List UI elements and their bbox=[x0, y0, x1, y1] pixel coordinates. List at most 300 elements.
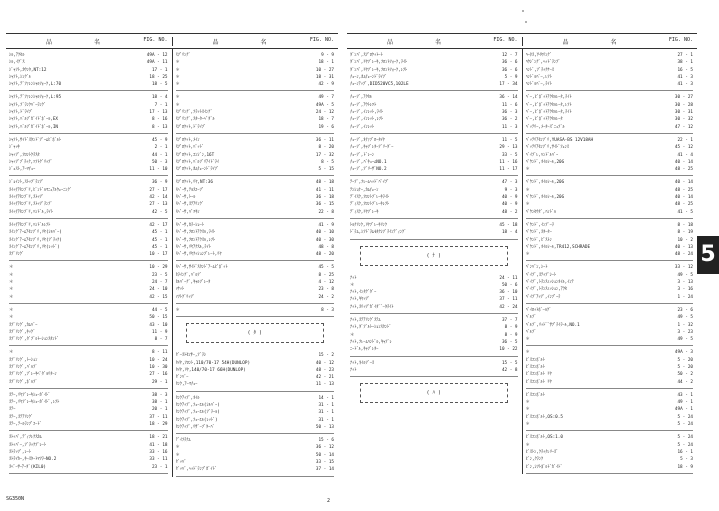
part-name: ﾊﾞｰ,ﾋﾞﾎﾞｯﾄｱｸｾﾙﾚｰﾀ,ﾗｲﾄ bbox=[525, 110, 572, 116]
parts-group bbox=[176, 49, 335, 91]
fig-number: 5 - 24 bbox=[677, 442, 693, 448]
part-name: ﾊﾟｳﾝﾄﾞ,ﾋﾟｽﾄﾝ bbox=[525, 237, 552, 243]
table-row bbox=[9, 201, 168, 208]
fig-number: 23 - 6 bbox=[677, 307, 693, 313]
part-name: ﾃﾞｲｽｸ,ﾌﾛﾝﾄﾌﾞﾚｰｷﾗｲﾄ bbox=[350, 195, 390, 201]
table-row bbox=[350, 109, 518, 116]
part-name: ＊ bbox=[9, 287, 14, 293]
table-row bbox=[9, 179, 168, 186]
table-row bbox=[526, 357, 694, 364]
part-name: ﾅｯﾄ,ﾌﾚｰﾑﾊﾝﾄﾞﾙ,ｷｬﾌﾞﾚ bbox=[350, 339, 392, 345]
parts-group bbox=[176, 434, 335, 476]
part-name: ｽｲｯﾁｱｾﾝﾌﾞﾘ,ｽﾄｯﾌﾟﾗﾝﾌﾟ bbox=[9, 202, 53, 208]
parts-group bbox=[9, 134, 168, 176]
part-name: ﾅｯﾄ,ｷﾔｯﾌﾟ bbox=[350, 297, 370, 303]
fig-number: 10 - 17 bbox=[149, 252, 168, 258]
parts-group bbox=[350, 176, 518, 218]
table-row bbox=[526, 272, 694, 279]
table-row bbox=[9, 434, 168, 441]
table-row bbox=[526, 456, 694, 463]
fig-number: 24 - 10 bbox=[149, 287, 168, 293]
table-row bbox=[176, 187, 335, 194]
table-row bbox=[526, 329, 694, 336]
fig-number: 18 - 4 bbox=[501, 230, 518, 236]
table-row bbox=[176, 124, 335, 131]
fig-number: 22 - 8 bbox=[318, 209, 334, 215]
fig-number: 14 - 1 bbox=[318, 395, 334, 401]
fig-number: 29 - 1 bbox=[151, 379, 168, 385]
fig-number: 37 - 14 bbox=[315, 467, 334, 473]
table-row bbox=[350, 59, 518, 66]
fig-number: 50 - 13 bbox=[315, 424, 334, 430]
fig-number: 10 - 30 bbox=[149, 364, 168, 370]
parts-group bbox=[9, 49, 168, 91]
table-row bbox=[9, 264, 168, 271]
parts-group bbox=[176, 176, 335, 218]
table-row bbox=[9, 209, 168, 216]
table-row bbox=[9, 379, 168, 386]
table-row bbox=[176, 279, 335, 286]
part-name: ｾﾗｲﾝｸﾞ,ﾊﾟﾙﾌﾞ bbox=[175, 272, 202, 278]
parts-group bbox=[350, 49, 518, 91]
fig-number: 49 - 5 bbox=[677, 315, 693, 321]
part-name: ｽﾃｰ,ｽﾃｱﾘﾝｸﾞ bbox=[9, 414, 34, 420]
part-name: ﾃﾞｲﾌﾗｸﾑ bbox=[175, 438, 191, 444]
table-row bbox=[9, 102, 168, 109]
fig-number: 4 - 12 bbox=[318, 280, 334, 286]
table-row bbox=[176, 194, 335, 201]
part-name: ﾋﾞｽｺﾝﾎﾞﾙﾄ ﾘﾔ bbox=[525, 379, 552, 385]
table-row bbox=[350, 339, 518, 346]
table-row bbox=[9, 406, 168, 413]
table-row bbox=[9, 222, 168, 229]
part-name: ﾊﾟｲﾌﾟ,ﾄﾗﾝｽﾐｯｼｮﾝｵｲﾙ,ｲﾝﾃ bbox=[525, 280, 574, 286]
table-row bbox=[526, 314, 694, 321]
table-row bbox=[526, 152, 694, 159]
table-row bbox=[9, 94, 168, 101]
fig-number: 18 - 7 bbox=[318, 117, 334, 123]
fig-number: 10 - 22 bbox=[499, 347, 518, 353]
fig-number: 41 - 11 bbox=[315, 187, 334, 193]
fig-number: 3 - 16 bbox=[677, 287, 693, 293]
part-name: ﾊﾟｲﾌﾟ,ｽﾃｯﾌﾟｼｰﾄ bbox=[525, 272, 557, 278]
table-row bbox=[350, 166, 518, 173]
part-name: ｽﾌﾟﾘﾝｸﾞ,ｽﾀｰﾀｰﾍﾟﾀﾞﾙ bbox=[175, 117, 215, 123]
fig-number: 40 - 14 bbox=[674, 159, 693, 165]
part-name: ﾊﾞｰ,ﾋﾞﾎﾞｯﾄｱｸｾﾙﾚｰﾀ bbox=[525, 117, 563, 123]
fig-number: 45 - 1 bbox=[151, 230, 168, 236]
fig-number: 33 - 16 bbox=[149, 449, 168, 455]
table-row bbox=[350, 124, 518, 131]
fig-number: 8 - 11 bbox=[151, 350, 168, 356]
fig-number: 44 - 5 bbox=[151, 307, 168, 313]
fig-number: 23 - 1 bbox=[151, 464, 168, 470]
parts-group bbox=[176, 304, 335, 317]
table-row bbox=[350, 222, 518, 229]
part-name: ﾄﾙｸﾘﾝｸ,ﾘﾔﾌﾞﾚｰｷﾘﾝｸ bbox=[350, 222, 387, 228]
fig-number: 9 - 3 bbox=[504, 187, 518, 193]
part-name: ｼｬﾌﾄ,ﾄﾞﾗｲﾌﾞ bbox=[9, 110, 34, 116]
part-name: ＊ bbox=[175, 452, 180, 458]
fig-number: 11 - 9 bbox=[151, 329, 168, 335]
fig-number: 15 - 6 bbox=[318, 438, 334, 444]
table-row bbox=[176, 444, 335, 451]
fig-number: 30 - 32 bbox=[674, 117, 693, 123]
part-name: ﾀﾝｸｱｯﾌﾟ,ﾌｭｰｴﾙ(ﾌﾞﾗｰﾙ) bbox=[175, 410, 220, 416]
name-header: 品 名 bbox=[212, 38, 285, 46]
fig-number: 33 - 11 bbox=[149, 457, 168, 463]
part-name: ｽﾌﾟﾘﾝｸﾞ,ｶﾑﾊﾞｰ bbox=[9, 322, 38, 328]
part-name: ﾀﾝｸｱｯﾌﾟ,ﾌｭｰｴﾙ(ﾚｯﾄﾞ) bbox=[175, 417, 218, 423]
part-name: ﾀﾝｸ,ｱｰﾏﾁｭｰ bbox=[175, 382, 198, 388]
fig-number: 36 - 3 bbox=[501, 110, 518, 116]
table-row bbox=[176, 251, 335, 258]
name-header: 品 名 bbox=[46, 38, 119, 46]
fig-number: 8 - 9 bbox=[504, 332, 518, 338]
fig-number: 24 - 2 bbox=[318, 294, 334, 300]
table-row bbox=[176, 94, 335, 101]
fig-number: 8 - 25 bbox=[318, 272, 334, 278]
table-row bbox=[526, 379, 694, 386]
table-row bbox=[350, 144, 518, 151]
fig-number: 8 - 13 bbox=[151, 124, 168, 130]
part-name: ＊ bbox=[9, 307, 14, 313]
table-row bbox=[9, 81, 168, 88]
fig-number: 18 - 9 bbox=[677, 464, 693, 470]
parts-group bbox=[176, 261, 335, 303]
table-row bbox=[350, 324, 518, 331]
table-row bbox=[350, 94, 518, 101]
parts-group bbox=[526, 91, 694, 133]
part-name: ＊ bbox=[175, 74, 180, 80]
fig-number: 17 - 1 bbox=[151, 67, 168, 73]
table-row bbox=[526, 102, 694, 109]
table-row bbox=[176, 67, 335, 74]
fig-number: 18 - 21 bbox=[149, 435, 168, 441]
fig-number: 2 - 1 bbox=[154, 145, 168, 151]
table-row bbox=[526, 399, 694, 406]
part-name: ｽﾌﾟﾛｹｯﾄ,ﾄﾞﾗｲﾌﾞ bbox=[175, 124, 207, 130]
table-row bbox=[176, 244, 335, 251]
table-row bbox=[176, 294, 335, 301]
table-row bbox=[9, 349, 168, 356]
table-row bbox=[526, 166, 694, 173]
index-box: ( ﾊ ) bbox=[360, 383, 508, 403]
part-name: ﾊﾝﾄﾞ,ﾌﾞﾗｯｸｹｰｽ bbox=[525, 67, 554, 73]
part-name: ＊ bbox=[9, 294, 14, 300]
table-row bbox=[526, 364, 694, 371]
fig-number: 1 - 32 bbox=[677, 322, 693, 328]
table-row bbox=[176, 159, 335, 166]
table-row bbox=[350, 102, 518, 109]
table-row bbox=[526, 187, 694, 194]
table-row bbox=[176, 209, 335, 216]
fig-number: 49A - 11 bbox=[146, 60, 168, 66]
table-row bbox=[526, 229, 694, 236]
part-name: ﾀﾞﾝﾊﾟ,ﾘﾔﾌﾞﾚｰｷ,ﾌﾛﾝﾄﾌｫｰｸ,ﾚﾌﾄ bbox=[350, 67, 408, 73]
parts-group bbox=[176, 219, 335, 261]
part-name: ﾊﾝﾄﾞﾙﾊﾞｰ,ﾗｲﾄ bbox=[525, 82, 552, 88]
part-name: ｽﾍﾟｰｻ,ｶﾗｰｼｮｰﾄ bbox=[175, 222, 204, 228]
part-name: ﾃﾝｼｮﾅｰ,ｶﾑﾁｪｰﾝ bbox=[350, 187, 379, 193]
table-row bbox=[176, 81, 335, 88]
table-row bbox=[526, 392, 694, 399]
fig-number: 10 - 27 bbox=[315, 67, 334, 73]
fig-number: 36 - 12 bbox=[315, 445, 334, 451]
table-row bbox=[9, 124, 168, 131]
table-row bbox=[9, 144, 168, 151]
part-name: ｽﾍﾟｰｻ,ﾄｰﾙ bbox=[175, 195, 196, 201]
part-name: ﾀﾝｸｱｯﾌﾟ,ﾘｻﾞｰﾌﾞﾀｰﾊﾞ bbox=[175, 424, 215, 430]
parts-group bbox=[526, 346, 694, 388]
table-row bbox=[176, 417, 335, 424]
table-row bbox=[526, 74, 694, 81]
part-name: ﾊｰﾈｽ,ﾜｲﾔﾘﾝｸﾞ bbox=[525, 53, 552, 58]
part-name: ﾊｳｼﾞﾝｸﾞ,ﾍｯﾄﾞﾗﾝﾌﾟ bbox=[525, 60, 561, 66]
part-name: ｽﾍﾟｰｻｰｱｰﾀﾞ(KIL0) bbox=[9, 464, 47, 470]
fig-number: 48 - 25 bbox=[674, 202, 693, 208]
table-row bbox=[350, 282, 518, 289]
part-name: ｼｬｯﾌﾟ,ﾌﾛﾝﾄｸﾗｽﾀ bbox=[9, 152, 40, 158]
parts-group bbox=[9, 261, 168, 303]
fig-number: 18 - 5 bbox=[151, 82, 168, 88]
part-name: ﾀﾞﾝﾊﾟ,ﾘﾔﾌﾞﾚｰｷ,ﾌﾛﾝﾄﾌｫｰｸ,ﾗｲﾄ bbox=[350, 60, 408, 66]
fig-number: 48 - 2 bbox=[501, 209, 518, 215]
part-name: ｼﾞｬｯｷ bbox=[9, 145, 20, 151]
fig-number: 38 - 1 bbox=[151, 400, 168, 406]
fig-number: 5 - 24 bbox=[677, 414, 693, 420]
parts-group bbox=[9, 176, 168, 218]
fig-number: 36 - 6 bbox=[501, 67, 518, 73]
fig-number: 45 - 12 bbox=[674, 145, 693, 151]
part-name: ﾊﾞﾙﾌﾞ bbox=[525, 329, 537, 335]
table-row bbox=[350, 346, 518, 353]
part-name: ﾊﾟｳﾝﾄﾞ,ｵｲﾙｼｰﾙ,TR412,SCHRADE bbox=[525, 244, 591, 250]
fig-number: 40 - 9 bbox=[501, 195, 518, 201]
fig-number: 41 - 4 bbox=[677, 152, 693, 158]
fig-number: 27 - 13 bbox=[149, 202, 168, 208]
fig-number: 33 - 15 bbox=[315, 460, 334, 466]
right-col-2 bbox=[522, 49, 698, 474]
part-name: ﾄﾞﾗﾑ,ｼﾌﾄﾞﾗﾑﾓﾀｸｼﾌﾞﾗｲﾝﾃﾞｨﾝｸﾞ bbox=[350, 230, 407, 236]
fig-number: 10 - 29 bbox=[149, 265, 168, 271]
fig-number: 48 - 23 bbox=[315, 367, 334, 373]
fig-number: 36 - 15 bbox=[315, 202, 334, 208]
fig-number: 24 - 7 bbox=[151, 280, 168, 286]
fig-number: 11 - 17 bbox=[499, 167, 518, 173]
table-row bbox=[526, 179, 694, 186]
table-row bbox=[526, 264, 694, 271]
part-name: ＊ bbox=[350, 332, 355, 338]
fig-number: 15 - 5 bbox=[501, 360, 518, 366]
fig-number: 5 - 24 bbox=[677, 422, 693, 428]
part-name: ﾀﾞﾝﾊﾟ,ｽﾌﾟﾛｹｯﾄｰﾄ bbox=[350, 53, 383, 58]
part-name: ﾁｭｰﾌﾞ,ｲﾝﾚｯﾄ bbox=[350, 124, 375, 130]
part-name: ＊ bbox=[525, 442, 530, 448]
table-row bbox=[526, 52, 694, 59]
fig-number: 17 - 34 bbox=[499, 82, 518, 88]
table-row bbox=[526, 109, 694, 116]
part-name: ｽﾌﾟﾘﾝｸﾞ,ﾌﾗｯﾄｽｲﾝｸﾞ bbox=[175, 110, 213, 116]
parts-group bbox=[9, 304, 168, 346]
part-name: ｼﾙ,ｲｸﾞｽ bbox=[9, 60, 25, 66]
table-row bbox=[9, 364, 168, 371]
fig-number: 29 - 13 bbox=[499, 145, 518, 151]
fig-number: 8 - 18 bbox=[677, 222, 693, 228]
part-name: ﾃｰﾌﾟ,ﾌﾚｰﾑﾍｯﾄﾞﾊﾟｲﾌﾟ bbox=[350, 180, 390, 186]
part-name: ﾋﾞﾝ,ｸﾗﾝｸ bbox=[525, 457, 544, 463]
fig-number: 33 - 5 bbox=[501, 152, 518, 158]
part-name: ﾃﾞｨｽｸ,ﾌﾛﾝﾄﾌﾞﾚｰｷﾚﾌﾄ bbox=[350, 202, 390, 208]
table-row bbox=[9, 166, 168, 173]
part-name: ﾁｭｰﾌﾞ,ﾊﾞｷｭｰﾑNO.1 bbox=[350, 159, 387, 165]
part-name: ﾋﾞｽｺﾝﾎﾞﾙﾄ bbox=[525, 392, 545, 398]
fig-number: 50 - 14 bbox=[315, 452, 334, 458]
table-row bbox=[176, 222, 335, 229]
table-row bbox=[350, 304, 518, 311]
fig-number: 5 - 15 bbox=[318, 167, 334, 173]
table-row bbox=[9, 137, 168, 144]
table-row bbox=[176, 381, 335, 388]
fig-number: 11 - 10 bbox=[149, 167, 168, 173]
table-row bbox=[176, 74, 335, 81]
table-row bbox=[526, 124, 694, 131]
part-name: ﾊﾟｳﾝﾄﾞ,ｵｲﾙｼｰﾙ,20G bbox=[525, 195, 565, 201]
part-name: ﾊﾟｲﾛｯﾄﾎﾞｰﾙｸﾞ bbox=[525, 307, 552, 313]
fig-number: 45 - 5 bbox=[318, 265, 334, 271]
fig-number: 31 - 1 bbox=[318, 402, 334, 408]
fig-number: 40 - 9 bbox=[501, 202, 518, 208]
part-name: ｼｬﾌﾄ,ﾃﾞﾌｧﾚﾝｼｬﾙﾌｫｰｸ,L:70 bbox=[9, 82, 62, 88]
part-name: ﾃﾞｨｽｸ,ﾘﾔﾌﾞﾚｰｷ bbox=[350, 209, 379, 215]
fig-number: 49A - 12 bbox=[146, 53, 168, 58]
right-page bbox=[347, 33, 697, 474]
part-name: ＊ bbox=[525, 422, 530, 428]
fig-number: 18 - 4 bbox=[151, 95, 168, 101]
part-name: ＊ bbox=[9, 272, 14, 278]
part-name: ｽｲｯﾁｱｾﾝﾌﾞﾘ,ｽﾄｯﾌﾟ bbox=[9, 195, 44, 201]
fig-number: 36 - 18 bbox=[315, 195, 334, 201]
table-row bbox=[9, 244, 168, 251]
table-row bbox=[176, 395, 335, 402]
part-name: ｽﾍﾟｰｻ,ﾌﾛﾝﾄｱｸｽﾙ,ﾗｲﾄ bbox=[175, 230, 216, 236]
fig-number: 37 - 7 bbox=[501, 318, 518, 324]
part-name: ﾀﾞｯﾊﾟ bbox=[175, 460, 187, 466]
part-name: ﾊﾞｯﾃﾘｰ,ﾒｰﾀｰｽﾞﾆｭﾌﾞﾙ bbox=[525, 124, 565, 130]
fig-number: 27 - 16 bbox=[149, 372, 168, 378]
part-name: ﾁｭｰﾌﾞ,ｱｸｾﾙ bbox=[350, 95, 372, 101]
part-name: ﾁｭｰﾌﾞ,ｲﾝﾚｯﾄ,ﾗｲﾄ bbox=[350, 110, 384, 116]
part-name: ｽﾄｯﾊﾟ,ﾃﾞｨﾌﾚｸｽｶﾑ bbox=[9, 435, 42, 441]
fig-number: 20 - 1 bbox=[151, 407, 168, 413]
table-row bbox=[9, 279, 168, 286]
index-box: ( ﾀ ) bbox=[186, 323, 325, 343]
fig-number: 49 - 7 bbox=[318, 95, 334, 101]
table-row bbox=[9, 152, 168, 159]
fig-number: 47 - 3 bbox=[501, 180, 518, 186]
part-name: ｼﾙ,ｱｸｾﾙ bbox=[9, 53, 25, 58]
part-name: ﾋﾞｽﾄﾝ,ｸﾗｯﾁﾚﾘｰｽﾞ bbox=[525, 449, 559, 455]
part-name: ﾋﾞｽｺﾝﾎﾞﾙﾄ ﾘﾔ bbox=[525, 372, 552, 378]
parts-group bbox=[350, 134, 518, 176]
part-name: ＊ bbox=[175, 307, 180, 313]
table-row bbox=[350, 367, 518, 374]
fig-number: 9 - 9 bbox=[321, 53, 334, 58]
table-row bbox=[9, 59, 168, 66]
table-row bbox=[176, 374, 335, 381]
table-row bbox=[526, 159, 694, 166]
table-row bbox=[526, 286, 694, 293]
table-row bbox=[176, 459, 335, 466]
part-name: ｽﾌﾟﾘﾝｸﾞ,ﾎﾞﾙﾌﾞ bbox=[9, 379, 38, 385]
fig-number: 41 - 3 bbox=[677, 82, 693, 88]
fig-header: FIG. NO. bbox=[143, 36, 168, 43]
table-row bbox=[526, 81, 694, 88]
fig-number: 50 - 2 bbox=[677, 372, 693, 378]
table-row bbox=[350, 296, 518, 303]
table-row bbox=[9, 464, 168, 471]
part-name: ＊ bbox=[9, 265, 14, 271]
parts-group bbox=[526, 134, 694, 176]
fig-number: 27 - 17 bbox=[149, 187, 168, 193]
fig-number: 48 - 25 bbox=[674, 187, 693, 193]
left-col-2 bbox=[172, 49, 339, 477]
table-row bbox=[526, 251, 694, 258]
part-name: ｽﾃｰ,ﾘﾔﾌﾞﾚｰｷｼｭｰｶﾞｲﾄﾞ,ﾚﾌﾄ bbox=[9, 400, 60, 406]
fig-number: 48 - 20 bbox=[315, 252, 334, 258]
part-name: ｽｲﾝｸﾞｱｰﾑｱｾﾝﾌﾞﾘ,ﾘﾔ(ｼﾙﾊﾞｰ) bbox=[9, 230, 62, 236]
fig-number: 3 - 23 bbox=[677, 329, 693, 335]
table-row bbox=[526, 137, 694, 144]
fig-number: 42 - 24 bbox=[499, 304, 518, 310]
table-row bbox=[526, 67, 694, 74]
table-row bbox=[526, 209, 694, 216]
fig-number: 30 - 27 bbox=[674, 95, 693, 101]
part-name: ｽﾌﾟﾘﾝｸﾞ,ｷｯｸﾞ bbox=[9, 329, 36, 335]
fig-number: 17 - 32 bbox=[315, 152, 334, 158]
fig-number: 10 - 2 bbox=[677, 237, 693, 243]
parts-group bbox=[9, 346, 168, 388]
part-name: ﾊﾞｲﾌﾞﾚ,ﾊﾝﾄﾞﾙﾊﾞｰ bbox=[525, 152, 559, 158]
table-row bbox=[176, 179, 335, 186]
fig-number: 50 - 15 bbox=[149, 315, 168, 321]
part-name: ﾊﾞｰ,ﾋﾞﾎﾞｯﾄｱｸｾﾙﾚｰﾀ,ﾚﾌﾄ bbox=[525, 102, 572, 108]
fig-number: 42 - 15 bbox=[149, 294, 168, 300]
table-row bbox=[350, 187, 518, 194]
fig-number: 37 - 11 bbox=[149, 414, 168, 420]
part-name: ｼｬﾌﾄ,ﾃﾞﾌｧﾚﾝｼｬﾙﾌｫｰｸ,L:95 bbox=[9, 95, 62, 101]
part-name: ｼｬﾌﾄ,ｼﾝｸﾞﾙ bbox=[9, 74, 31, 80]
table-row bbox=[9, 194, 168, 201]
table-row bbox=[176, 466, 335, 473]
table-row bbox=[176, 437, 335, 444]
part-name: ﾅｯﾄ bbox=[350, 367, 357, 373]
fig-number: 36 - 9 bbox=[151, 180, 168, 186]
table-row bbox=[526, 194, 694, 201]
fig-number: 8 - 20 bbox=[318, 145, 334, 151]
table-row bbox=[9, 294, 168, 301]
fig-number: 40 - 13 bbox=[674, 244, 693, 250]
table-row bbox=[526, 279, 694, 286]
part-name: ｽﾌﾟﾘﾝｸﾞ,ﾀﾞﾌﾞﾙﾄｰｼｮﾝｽﾀﾝﾄﾞ bbox=[9, 337, 59, 343]
table-row bbox=[526, 434, 694, 441]
table-row bbox=[350, 137, 518, 144]
table-row bbox=[350, 194, 518, 201]
table-row bbox=[176, 109, 335, 116]
fig-number: 33 - 12 bbox=[674, 265, 693, 271]
fig-number: 18 - 29 bbox=[149, 422, 168, 428]
table-row bbox=[350, 360, 518, 367]
